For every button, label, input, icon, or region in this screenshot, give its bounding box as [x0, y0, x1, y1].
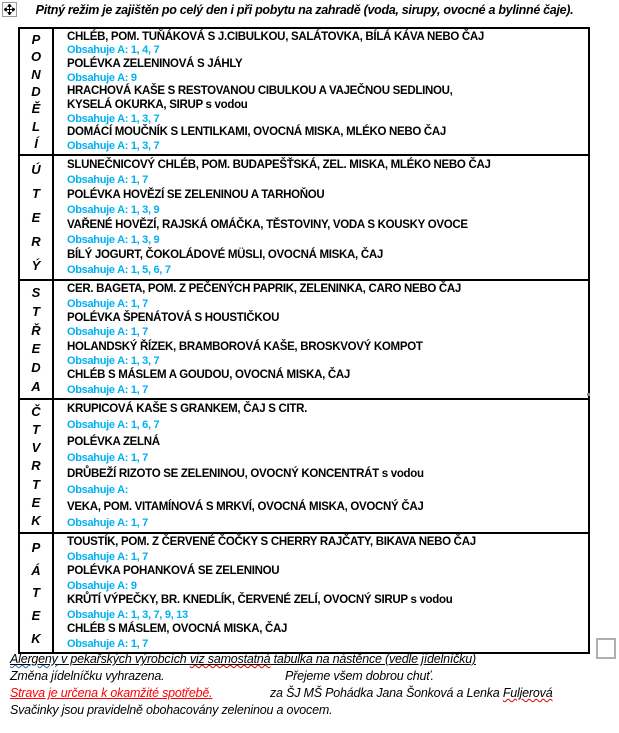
day-label [20, 400, 54, 532]
day-letter: E [31, 341, 41, 357]
footer-row-3 [10, 685, 613, 702]
signature-note [270, 685, 552, 702]
day-row-4 [20, 398, 588, 532]
day-letter: Í [34, 135, 38, 151]
meal-text: DRŮBEŽÍ RIZOTO SE ZELENINOU, OVOCNÝ KONCENTRÁT s vodou [67, 468, 424, 481]
day-letter: T [32, 186, 40, 202]
allergen-text: Obsahuje A: 1, 7 [67, 326, 148, 339]
allergen-text: Obsahuje A: 1, 5, 6, 7 [67, 264, 171, 277]
day-letter: E [31, 495, 41, 511]
day-letter: S [31, 284, 41, 300]
meal-text: HOLANDSKÝ ŘÍZEK, BRAMBOROVÁ KAŠE, BROSKVOVÝ KOMPOT [67, 340, 423, 353]
day-letter: O [30, 49, 42, 65]
day-letter: R [31, 458, 41, 474]
day-letter: Á [31, 562, 41, 578]
day-label [20, 281, 54, 398]
day-label [20, 29, 54, 154]
meal-text: POLÉVKA ŠPENÁTOVÁ S HOUSTIČKOU [67, 311, 280, 324]
day-letter: K [31, 513, 41, 529]
allergen-text: Obsahuje A: 1, 7 [67, 173, 148, 186]
table-move-handle[interactable] [2, 2, 17, 17]
allergen-text: Obsahuje A: 1, 3, 9 [67, 234, 160, 247]
meal-text: VAŘENÉ HOVĚZÍ, RAJSKÁ OMÁČKA, TĚSTOVINY, VODA S KOUSKY OVOCE [67, 219, 468, 232]
day-menu-lines [54, 29, 588, 154]
text-segment: tabulka na nástěnce (vedle jídelníčku) [270, 652, 476, 666]
meal-text: VEKA, POM. VITAMÍNOVÁ S MRKVÍ, OVOCNÁ MISKA, OVOCNÝ ČAJ [67, 500, 424, 513]
day-letter: L [32, 118, 40, 134]
day-letter: P [31, 32, 41, 48]
day-menu-lines [54, 156, 588, 279]
allergen-text: Obsahuje A: 1, 7 [67, 550, 148, 563]
day-letter: Č [31, 403, 41, 419]
meal-text: CHLÉB S MÁSLEM, OVOCNÁ MISKA, ČAJ [67, 623, 288, 636]
meal-text: TOUSTÍK, POM. Z ČERVENÉ ČOČKY S CHERRY RAJČATY, BIKAVA NEBO ČAJ [67, 536, 476, 549]
immediate-consumption-warning: Strava je určena k okamžité spotřebě. [10, 686, 213, 700]
allergen-text: Obsahuje A: 1, 3, 9 [67, 203, 160, 216]
day-letter: R [31, 233, 41, 249]
day-letter: T [32, 303, 40, 319]
meal-text: BÍLÝ JOGURT, ČOKOLÁDOVÉ MÜSLI, OVOCNÁ MISKA, ČAJ [67, 249, 383, 262]
meal-text: KYSELÁ OKURKA, SIRUP s vodou [67, 99, 248, 112]
meal-text: DOMÁCÍ MOUČNÍK S LENTILKAMI, OVOCNÁ MISKA, MLÉKO NEBO ČAJ [67, 126, 447, 139]
day-row-5 [20, 532, 588, 652]
drink-regime-note: Pitný režim je zajištěn po celý den i při pobytu na zahradě (voda, sirupy, ovocné a bylinné čaje). [35, 3, 574, 17]
allergen-text: Obsahuje A: 9 [67, 71, 137, 84]
allergen-text: Obsahuje A: [67, 484, 129, 497]
day-letter: Ě [31, 101, 41, 117]
day-letter: K [31, 631, 41, 647]
day-letter: Ý [31, 257, 41, 273]
text-segment: Fuljerová [502, 686, 553, 700]
text-segment: v pekařských výrobcích [57, 652, 190, 666]
day-letter: A [31, 379, 41, 395]
meal-text: CHLÉB S MÁSLEM A GOUDOU, OVOCNÁ MISKA, ČAJ [67, 369, 351, 382]
meal-text: KRUPICOVÁ KAŠE S GRANKEM, ČAJ S CITR. [67, 403, 308, 416]
text-segment: Alergeny [10, 652, 58, 666]
allergen-text: Obsahuje A: 1, 7 [67, 383, 148, 396]
allergen-text: Obsahuje A: 1, 7 [67, 451, 148, 464]
allergen-bakery-note [10, 651, 613, 668]
day-menu-lines [54, 400, 588, 532]
day-letter: Ř [31, 322, 41, 338]
day-letter: P [31, 539, 41, 555]
allergen-text: Obsahuje A: 1, 7 [67, 637, 148, 650]
meal-text: HRACHOVÁ KAŠE S RESTOVANOU CIBULKOU A VAJEČNOU SEDLINOU, [67, 85, 453, 98]
day-row-3 [20, 279, 588, 398]
meal-text: SLUNEČNICOVÝ CHLÉB, POM. BUDAPEŠŤSKÁ, ZEL. MISKA, MLÉKO NEBO ČAJ [67, 158, 491, 171]
meal-text: POLÉVKA HOVĚZÍ SE ZELENINOU A TARHOŇOU [67, 188, 325, 201]
footer-row-2 [10, 668, 613, 685]
meal-text: POLÉVKA ZELNÁ [67, 435, 160, 448]
snack-enrichment-note: Svačinky jsou pravidelně obohacovány zeleninou a ovocem. [10, 703, 333, 717]
allergen-text: Obsahuje A: 1, 3, 7 [67, 140, 160, 153]
allergen-text: Obsahuje A: 1, 7 [67, 516, 148, 529]
day-letter: T [32, 476, 40, 492]
day-letter: D [31, 83, 41, 99]
day-menu-lines [54, 281, 588, 398]
page-artifact-dot [587, 393, 590, 396]
move-arrows-icon [4, 4, 15, 15]
allergen-text: Obsahuje A: 1, 7 [67, 297, 148, 310]
day-letter: D [31, 360, 41, 376]
day-letter: V [31, 440, 41, 456]
day-letter: T [32, 585, 40, 601]
weekly-menu-table [18, 27, 590, 654]
meal-text: CHLÉB, POM. TUŇÁKOVÁ S J.CIBULKOU, SALÁTOVKA, BÍLÁ KÁVA NEBO ČAJ [67, 30, 484, 43]
footer-notes [10, 651, 613, 719]
allergen-text: Obsahuje A: 1, 4, 7 [67, 44, 160, 57]
meal-text: POLÉVKA ZELENINOVÁ S JÁHLY [67, 58, 243, 71]
allergen-text: Obsahuje A: 1, 3, 7 [67, 112, 160, 125]
meal-text: KRŮTÍ VÝPEČKY, BR. KNEDLÍK, ČERVENÉ ZELÍ, OVOCNÝ SIRUP s vodou [67, 594, 453, 607]
day-label [20, 534, 54, 652]
text-segment: viz samostatná [189, 652, 271, 666]
allergen-text: Obsahuje A: 1, 3, 7, 9, 13 [67, 608, 188, 621]
day-label [20, 156, 54, 279]
meal-text: CER. BAGETA, POM. Z PEČENÝCH PAPRIK, ZELENINKA, CARO NEBO ČAJ [67, 283, 462, 296]
day-letter: N [31, 66, 41, 82]
day-letter: E [31, 608, 41, 624]
menu-change-note: Změna jídelníčku vyhrazena. [10, 669, 165, 683]
allergen-text: Obsahuje A: 1, 6, 7 [67, 419, 160, 432]
day-menu-lines [54, 534, 588, 652]
bon-appetit-note: Přejeme všem dobrou chuť. [285, 669, 434, 683]
day-row-2 [20, 154, 588, 279]
day-letter: T [32, 421, 40, 437]
day-letter: Ú [31, 162, 41, 178]
text-segment: za ŠJ MŠ Pohádka Jana Šonková a Lenka [270, 686, 503, 700]
allergen-text: Obsahuje A: 1, 3, 7 [67, 355, 160, 368]
allergen-text: Obsahuje A: 9 [67, 579, 137, 592]
day-letter: E [31, 209, 41, 225]
meal-text: POLÉVKA POHANKOVÁ SE ZELENINOU [67, 565, 280, 578]
day-row-1 [20, 29, 588, 154]
